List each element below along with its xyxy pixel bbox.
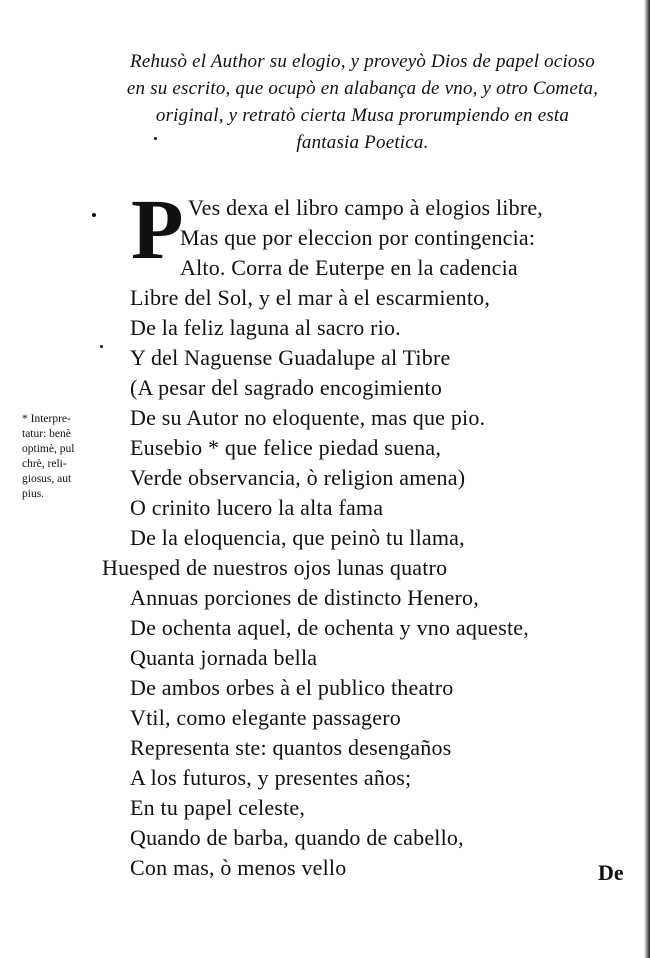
poem-line: Annuas porciones de distincto Henero, — [130, 585, 479, 610]
intro-line: fantasia Poetica. — [296, 132, 429, 153]
drop-cap: P — [131, 181, 184, 277]
poem-line: Mas que por eleccion por contingencia: — [180, 225, 536, 250]
poem-line: Y del Naguense Guadalupe al Tibre — [130, 345, 451, 370]
poem-line: O crinito lucero la alta fama — [130, 495, 384, 520]
poem-line: De su Autor no eloquente, mas que pio. — [130, 405, 486, 430]
margin-note-line: optimè, pul — [22, 443, 75, 455]
intro-line: original, y retratò cierta Musa prorumpiendo en esta — [155, 105, 570, 126]
poem-line: En tu papel celeste, — [130, 795, 306, 820]
poem-line: Con mas, ò menos vello — [130, 855, 347, 880]
page-spine-shadow — [644, 0, 650, 958]
intro-line: en su escrito, que ocupò en alabança de vno, y otro Cometa, — [126, 78, 599, 99]
ink-speck — [100, 345, 103, 348]
poem-line: Quanta jornada bella — [130, 645, 318, 670]
poem-line: Ves dexa el libro campo à elogios libre, — [188, 195, 544, 220]
margin-note-line: tatur: benè — [22, 428, 71, 440]
poem-line: (A pesar del sagrado encogimiento — [130, 375, 443, 400]
poem-line: Verde observancia, ò religion amena) — [130, 465, 466, 490]
margin-note-line: chrè, reli- — [22, 458, 67, 470]
margin-note — [22, 412, 112, 502]
poem-line: Libre del Sol, y el mar à el escarmiento, — [130, 285, 491, 310]
poem-line: De la feliz laguna al sacro rio. — [130, 315, 401, 340]
poem-line: Eusebio * que felice piedad suena, — [130, 435, 442, 460]
ink-speck — [92, 213, 96, 217]
poem-line: Representa ste: quantos desengaños — [130, 735, 452, 760]
poem-line: De ambos orbes à el publico theatro — [130, 675, 454, 700]
poem-line: A los futuros, y presentes años; — [130, 765, 412, 790]
poem-line: De la eloquencia, que peinò tu llama, — [130, 525, 465, 550]
poem-line: Vtil, como elegante passagero — [130, 705, 401, 730]
margin-note-line: giosus, aut — [22, 473, 72, 485]
margin-note-line: pius. — [22, 488, 45, 500]
poem-line: Alto. Corra de Euterpe en la cadencia — [180, 255, 518, 280]
poem-line: Huesped de nuestros ojos lunas quatro — [102, 555, 448, 580]
margin-note-line: * Interpre- — [22, 413, 71, 425]
intro-heading — [95, 48, 630, 156]
poem-line: De ochenta aquel, de ochenta y vno aqueste, — [130, 615, 529, 640]
poem-line: Quando de barba, quando de cabello, — [130, 825, 464, 850]
ink-speck — [154, 137, 157, 140]
intro-line: Rehusò el Author su elogio, y proveyò Dios de papel ocioso — [130, 51, 595, 72]
catchword: De — [598, 860, 624, 885]
